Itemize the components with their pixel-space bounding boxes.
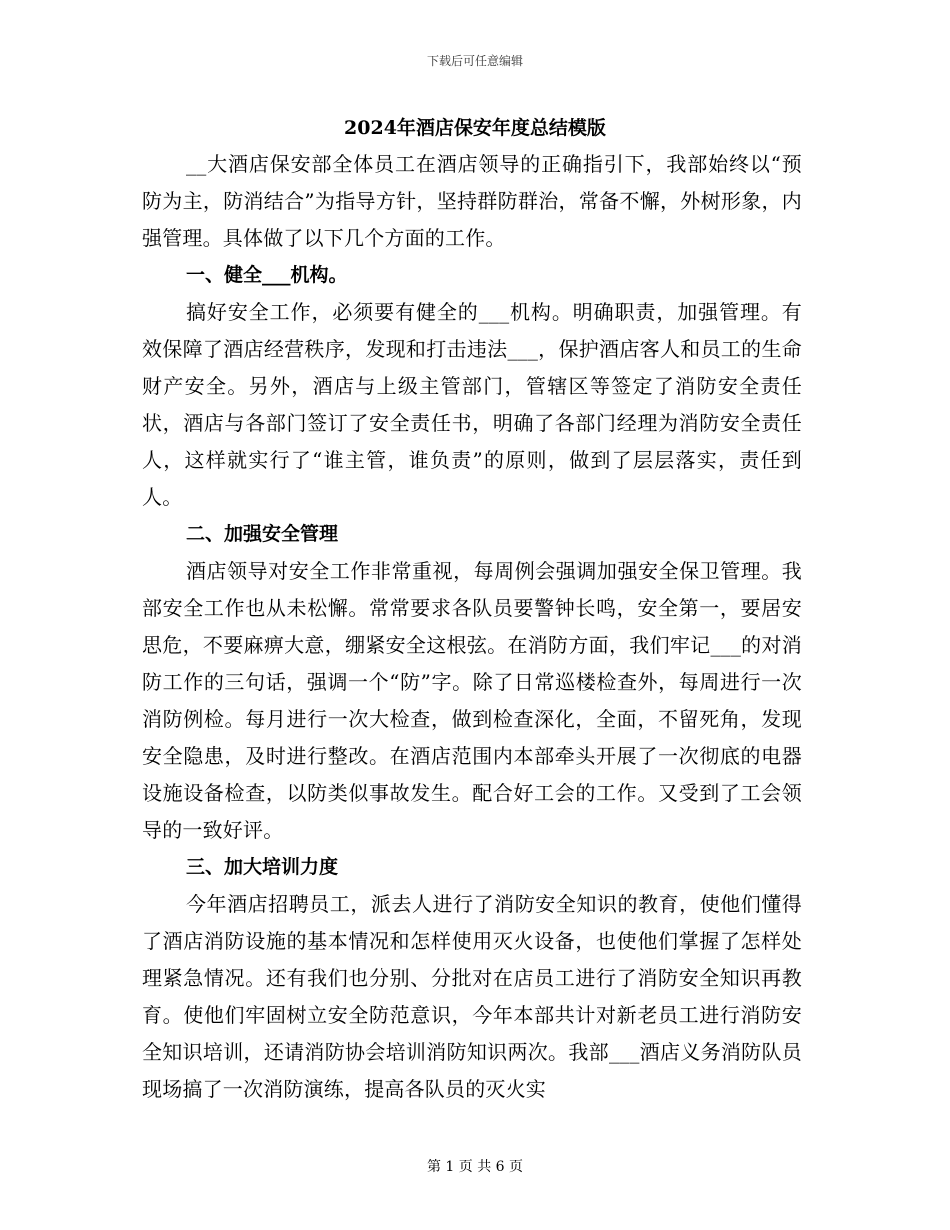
intro-paragraph: __大酒店保安部全体员工在酒店领导的正确指引下，我部始终以“预防为主，防消结合”为指导方针，坚持群防群治，常备不懈，外树形象，内强管理。具体做了以下几个方面的工作。 <box>142 152 802 250</box>
section-heading-1: 一、健全___机构。 <box>186 264 348 286</box>
section-paragraph-1: 搞好安全工作，必须要有健全的___机构。明确职责，加强管理。有效保障了酒店经营秩序，发现和打击违法___，保护酒店客人和员工的生命财产安全。另外，酒店与上级主管部门，管辖区等签定了消防安全责任状，酒店与各部门签订了安全责任书，明确了各部门经理为消防安全责任人，这样就实行了“谁主管，谁负责”的原则，做到了层层落实，责任到人。 <box>142 300 802 509</box>
section-heading-2: 二、加强安全管理 <box>186 523 339 545</box>
document-body <box>142 146 802 1108</box>
document-title: 2024年酒店保安年度总结模版 <box>344 117 606 139</box>
page-header: 下载后可任意编辑 <box>426 54 523 68</box>
section-paragraph-3: 今年酒店招聘员工，派去人进行了消防安全知识的教育，使他们懂得了酒店消防设施的基本情况和怎样使用灭火设备，也使他们掌握了怎样处理紧急情况。还有我们也分别、分批对在店员工进行了消防安全知识再教育。使他们牢固树立安全防范意识，今年本部共计对新老员工进行消防安全知识培训，还请消防协会培训消防知识两次。我部___酒店义务消防队员现场搞了一次消防演练，提高各队员的灭火实 <box>142 892 802 1101</box>
section-heading-3: 三、加大培训力度 <box>186 856 339 878</box>
page-number: 第 1 页 共 6 页 <box>426 1159 524 1175</box>
section-paragraph-2: 酒店领导对安全工作非常重视，每周例会强调加强安全保卫管理。我部安全工作也从未松懈。常常要求各队员要警钟长鸣，安全第一，要居安思危，不要麻痹大意，绷紧安全这根弦。在消防方面，我们牢记___的对消防工作的三句话，强调一个“防”字。除了日常巡楼检查外，每周进行一次消防例检。每月进行一次大检查，做到检查深化，全面，不留死角，发现安全隐患，及时进行整改。在酒店范围内本部牵头开展了一次彻底的电器设施设备检查，以防类似事故发生。配合好工会的工作。又受到了工会领导的一致好评。 <box>142 559 802 842</box>
